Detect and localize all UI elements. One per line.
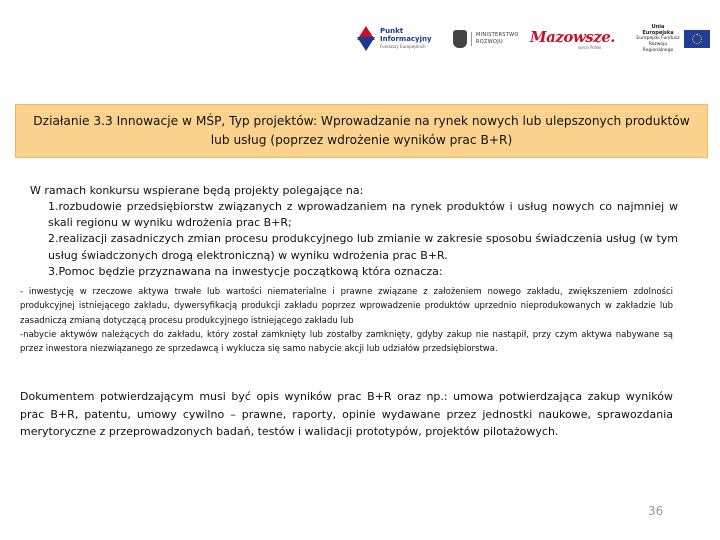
project-list [48, 199, 678, 280]
ministry-logo [453, 22, 519, 56]
logo-text-funduszy: Funduszy Europejskich [380, 44, 426, 49]
mazowsze-tagline: serce Polski [578, 44, 602, 50]
logo-text-informacyjny: Informacyjny [380, 35, 432, 43]
intro-text: W ramach konkursu wspierane będą projekty polegające na: [30, 184, 364, 197]
banner-title: Działanie 3.3 Innowacje w MŚP, Typ projektów: Wprowadzanie na rynek nowych lub ulepszonych produktów lub usług (poprzez wdrożenie wyników prac B+R) [33, 114, 690, 147]
logo-bar [0, 0, 720, 60]
logo-text-punkt: Punkt [380, 27, 404, 35]
eu-line1: Unia Europejska [642, 24, 674, 36]
eagle-emblem-icon [453, 30, 467, 48]
eu-line2: Europejski Fundusz [636, 36, 680, 41]
definition-item: - inwestycję w rzeczowe aktywa trwałe lub wartości niematerialne i prawne związane z założeniem nowego zakładu, zwiększeniem zdolności produkcyjnej istniejącego zakładu, dywersyfikacją produkcji zakładu poprzez wprowadzenie produktów uprzednio nieprodukowanych w zakładzie lub zasadniczą zmianą dotyczącą procesu produkcyjnego istniejącego zakładu lub [20, 287, 673, 326]
eu-line3: Rozwoju Regionalnego [642, 42, 674, 53]
list-item: 2.realizacji zasadniczych zmian procesu produkcyjnego lub zmianie w zakresie sposobu świadczenia usług (w tym usług świadczonych drogą elektroniczną) w wyniku wdrożenia prac B+R. [48, 232, 678, 262]
punkt-informacyjny-logo [355, 22, 435, 56]
documents-paragraph: Dokumentem potwierdzającym musi być opis wyników prac B+R oraz np.: umowa potwierdzająca zakup wyników prac B+R, patentu, umowy cywilno – prawne, raporty, opinie wydawane przez jednostki naukowe, sprawozdania merytoryczne z przeprowadzonych badań, testów i walidacji prototypów, projektów pilotażowych. [20, 390, 673, 438]
ministry-line1: MINISTERSTWO [476, 32, 519, 38]
definitions [20, 285, 673, 356]
eu-logo [636, 22, 716, 56]
fundusze-europejskie-icon [355, 26, 377, 52]
definition-item: -nabycie aktywów należących do zakładu, który został zamknięty lub zostałby zamknięty, gdyby zakup nie nastąpił, przy czym aktywa nabywane są przez inwestora niezwiązanego ze sprzedawcą i wyklucza się samo nabycie akcji lub udziałów przedsiębiorstwa. [20, 329, 673, 355]
list-item: 3.Pomoc będzie przyznawana na inwestycje początkową która oznacza: [48, 264, 443, 278]
ministry-line2: ROZWOJU [476, 39, 503, 45]
mazowsze-logo [530, 22, 625, 56]
title-banner [15, 104, 708, 158]
page-number: 36 [648, 504, 664, 518]
mazowsze-wordmark: Mazowsze. [530, 27, 615, 46]
list-item: 1.rozbudowie przedsiębiorstw związanych z wprowadzaniem na rynek produktów i usług nowych co najmniej w skali regionu w wyniku wdrożenia prac B+R; [48, 200, 678, 230]
eu-flag-icon [684, 30, 710, 48]
